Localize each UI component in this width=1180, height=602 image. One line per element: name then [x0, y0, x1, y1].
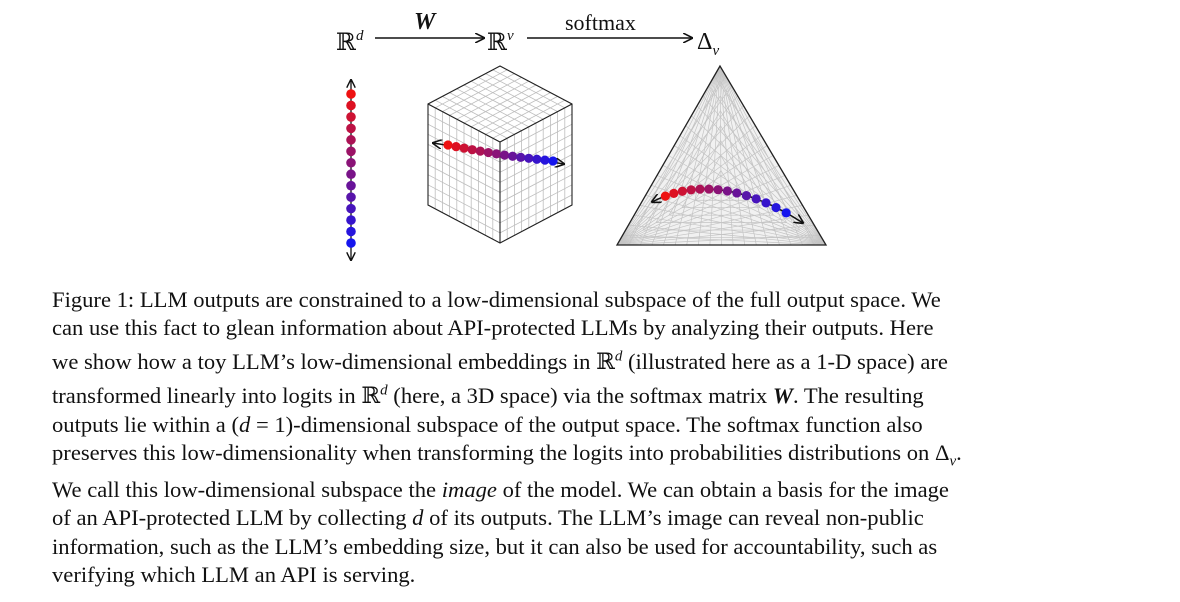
logit-point — [524, 154, 533, 163]
caption-line-8: of an API-protected LLM by collecting d of its outputs. The LLM’s image can reveal non-public — [52, 505, 924, 531]
logit-point — [492, 149, 501, 158]
caption-line-3: we show how a toy LLM’s low-dimensional embeddings in ℝ$^d$ (illustrated here as a 1-D space) are — [52, 348, 948, 375]
embedding-point — [346, 227, 356, 237]
caption-line-9: information, such as the LLM’s embedding size, but it can also be used for accountability, such as — [52, 533, 938, 559]
probability-point — [687, 185, 696, 194]
probability-point — [704, 184, 713, 193]
embedding-point — [346, 101, 356, 111]
embedding-point — [346, 238, 356, 248]
simplex-triangle-panel — [617, 66, 826, 245]
embedding-point — [346, 169, 356, 179]
embedding-point — [346, 215, 356, 225]
space-rv-label: ℝ$^v$ — [487, 28, 514, 56]
caption-line-10: verifying which LLM an API is serving. — [52, 562, 416, 588]
logit-point — [468, 145, 477, 154]
simplex-label: $\Delta_v$ — [697, 29, 720, 59]
probability-point — [669, 189, 678, 198]
probability-point — [661, 191, 670, 200]
logit-point — [532, 155, 541, 164]
embedding-point — [346, 135, 356, 145]
caption-line-2: can use this fact to glean information about API-protected LLMs by analyzing their outputs. Here — [52, 315, 934, 341]
logit-point — [443, 140, 452, 149]
caption-line-6: preserves this low-dimensionality when transforming the logits into probabilities distributions on $\Delta_v$. — [52, 440, 962, 470]
embedding-point — [346, 181, 356, 191]
w-matrix-label: W — [414, 9, 436, 35]
logit-point — [484, 148, 493, 157]
embedding-point — [346, 158, 356, 168]
figure-1-illustration — [0, 0, 1180, 280]
embedding-1d-panel — [346, 80, 356, 260]
logit-point — [516, 153, 525, 162]
embedding-point — [346, 204, 356, 214]
embedding-point — [346, 112, 356, 122]
embedding-point — [346, 192, 356, 202]
logit-point — [540, 156, 549, 165]
probability-point — [782, 208, 791, 217]
probability-point — [695, 185, 704, 194]
probability-point — [678, 187, 687, 196]
probability-point — [761, 198, 770, 207]
probability-point — [752, 194, 761, 203]
probability-point — [742, 191, 751, 200]
logit-point — [451, 142, 460, 151]
embedding-point — [346, 89, 356, 99]
caption-line-4: transformed linearly into logits in ℝ$^d$ (here, a 3D space) via the softmax matrix W. The resulting — [52, 382, 924, 409]
caption-line-7: We call this low-dimensional subspace the image of the model. We can obtain a basis for the image — [52, 477, 949, 503]
softmax-label: softmax — [565, 10, 636, 35]
logit-point — [460, 144, 469, 153]
figure-caption — [52, 286, 1132, 590]
caption-line-5: outputs lie within a (d = 1)-dimensional subspace of the output space. The softmax function also — [52, 411, 923, 437]
logit-cube-panel — [428, 66, 572, 243]
logit-point — [476, 147, 485, 156]
probability-point — [723, 186, 732, 195]
probability-point — [732, 188, 741, 197]
logit-point — [500, 151, 509, 160]
probability-point — [771, 203, 780, 212]
space-rd-label: ℝ$^d$ — [336, 28, 364, 56]
caption-line-1: Figure 1: LLM outputs are constrained to a low-dimensional subspace of the full output space. We — [52, 287, 941, 312]
top-row-mapping — [336, 9, 719, 59]
probability-point — [714, 185, 723, 194]
logit-point — [508, 152, 517, 161]
embedding-point — [346, 147, 356, 157]
logit-point — [548, 156, 557, 165]
embedding-point — [346, 124, 356, 134]
